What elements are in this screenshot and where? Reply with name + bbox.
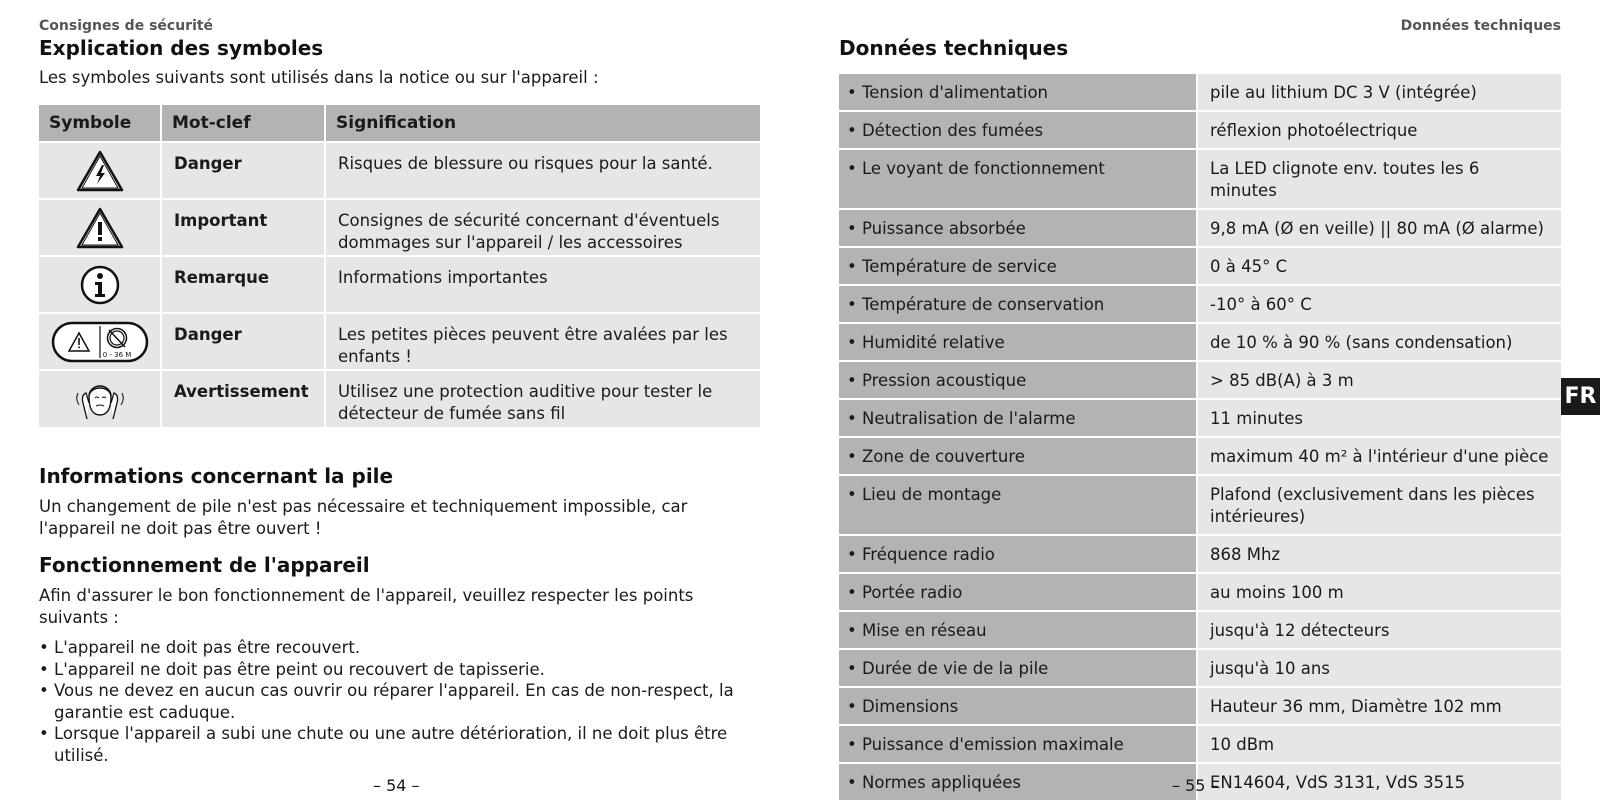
spec-value: réflexion photoélectrique bbox=[1197, 111, 1561, 149]
section-title-battery: Informations concernant la pile bbox=[39, 464, 394, 488]
hearing-protection-icon bbox=[67, 375, 133, 423]
spec-label: • Tension d'alimentation bbox=[839, 74, 1197, 111]
battery-text: Un changement de pile n'est pas nécessaire et techniquement impossible, car l'appareil ne doit pas être ouvert ! bbox=[39, 497, 688, 538]
spec-value: pile au lithium DC 3 V (intégrée) bbox=[1197, 74, 1561, 111]
spec-value: jusqu'à 12 détecteurs bbox=[1197, 611, 1561, 649]
electric-hazard-icon bbox=[76, 149, 124, 193]
section-title-specs: Données techniques bbox=[839, 36, 1069, 60]
table-row bbox=[839, 649, 1561, 687]
age-range-label: 0 - 36 M bbox=[102, 350, 131, 359]
right-page bbox=[839, 0, 1561, 801]
spec-value: maximum 40 m² à l'intérieur d'une pièce bbox=[1197, 437, 1561, 475]
spec-label: • Humidité relative bbox=[839, 323, 1197, 361]
spec-label: • Pression acoustique bbox=[839, 361, 1197, 399]
spec-value: au moins 100 m bbox=[1197, 573, 1561, 611]
page-number: – 54 – bbox=[373, 776, 420, 795]
column-header: Mot-clef bbox=[161, 105, 325, 142]
table-header-row bbox=[39, 105, 761, 142]
warning-icon bbox=[76, 206, 124, 250]
page-number: – 55 – bbox=[1172, 776, 1219, 795]
spec-value: 11 minutes bbox=[1197, 399, 1561, 437]
section-title-operation: Fonctionnement de l'appareil bbox=[39, 553, 370, 577]
small-parts-icon bbox=[51, 320, 149, 364]
table-row bbox=[839, 573, 1561, 611]
table-row bbox=[39, 199, 761, 256]
table-row bbox=[839, 535, 1561, 573]
spec-value: Hauteur 36 mm, Diamètre 102 mm bbox=[1197, 687, 1561, 725]
table-row bbox=[839, 475, 1561, 535]
table-row bbox=[839, 209, 1561, 247]
info-icon bbox=[78, 263, 122, 307]
table-row bbox=[839, 247, 1561, 285]
left-page bbox=[39, 0, 761, 801]
spec-label: • Durée de vie de la pile bbox=[839, 649, 1197, 687]
spec-label: • Fréquence radio bbox=[839, 535, 1197, 573]
table-row bbox=[39, 142, 761, 199]
keyword-cell: Danger bbox=[161, 313, 325, 370]
symbol-cell bbox=[39, 142, 161, 199]
spec-value: 868 Mhz bbox=[1197, 535, 1561, 573]
symbol-cell bbox=[39, 256, 161, 313]
section-title-symbols: Explication des symboles bbox=[39, 36, 324, 60]
keyword-cell: Avertissement bbox=[161, 370, 325, 427]
running-header: Données techniques bbox=[1400, 18, 1561, 34]
operation-intro: Afin d'assurer le bon fonctionnement de l'appareil, veuillez respecter les points suivants : bbox=[39, 586, 694, 627]
spec-value: 9,8 mA (Ø en veille) || 80 mA (Ø alarme) bbox=[1197, 209, 1561, 247]
table-row bbox=[39, 370, 761, 427]
spec-value: Plafond (exclusivement dans les pièces intérieures) bbox=[1197, 475, 1561, 535]
meaning-cell: Utilisez une protection auditive pour tester le détecteur de fumée sans fil bbox=[325, 370, 761, 427]
spec-label: • Température de conservation bbox=[839, 285, 1197, 323]
meaning-cell: Informations importantes bbox=[325, 256, 761, 313]
column-header: Symbole bbox=[39, 105, 161, 142]
spec-value: > 85 dB(A) à 3 m bbox=[1197, 361, 1561, 399]
symbol-cell bbox=[39, 199, 161, 256]
list-item: • Vous ne devez en aucun cas ouvrir ou réparer l'appareil. En cas de non-respect, la garantie est caduque. bbox=[39, 680, 761, 723]
spec-value: de 10 % à 90 % (sans condensation) bbox=[1197, 323, 1561, 361]
column-header: Signification bbox=[325, 105, 761, 142]
symbol-cell bbox=[39, 370, 161, 427]
specs-table bbox=[839, 74, 1561, 802]
table-row bbox=[39, 256, 761, 313]
spec-label: • Puissance absorbée bbox=[839, 209, 1197, 247]
keyword-cell: Important bbox=[161, 199, 325, 256]
list-item: • Lorsque l'appareil a subi une chute ou une autre détérioration, il ne doit plus être utilisé. bbox=[39, 723, 761, 766]
list-item: • L'appareil ne doit pas être peint ou recouvert de tapisserie. bbox=[39, 659, 761, 681]
table-row bbox=[839, 74, 1561, 111]
list-item: • L'appareil ne doit pas être recouvert. bbox=[39, 637, 761, 659]
spec-value: 0 à 45° C bbox=[1197, 247, 1561, 285]
running-header: Consignes de sécurité bbox=[39, 18, 214, 34]
spec-label: • Zone de couverture bbox=[839, 437, 1197, 475]
meaning-cell: Les petites pièces peuvent être avalées par les enfants ! bbox=[325, 313, 761, 370]
spec-label: • Neutralisation de l'alarme bbox=[839, 399, 1197, 437]
table-row bbox=[839, 323, 1561, 361]
spec-value: jusqu'à 10 ans bbox=[1197, 649, 1561, 687]
spec-label: • Lieu de montage bbox=[839, 475, 1197, 535]
spec-label: • Mise en réseau bbox=[839, 611, 1197, 649]
meaning-cell: Consignes de sécurité concernant d'éventuels dommages sur l'appareil / les accessoires bbox=[325, 199, 761, 256]
symbol-cell bbox=[39, 313, 161, 370]
table-row bbox=[839, 437, 1561, 475]
language-tab: FR bbox=[1561, 378, 1600, 415]
spec-label: • Température de service bbox=[839, 247, 1197, 285]
symbols-intro: Les symboles suivants sont utilisés dans la notice ou sur l'appareil : bbox=[39, 68, 599, 87]
table-row bbox=[839, 149, 1561, 209]
meaning-cell: Risques de blessure ou risques pour la santé. bbox=[325, 142, 761, 199]
keyword-cell: Remarque bbox=[161, 256, 325, 313]
table-row bbox=[839, 611, 1561, 649]
spec-label: • Puissance d'emission maximale bbox=[839, 725, 1197, 763]
symbol-table bbox=[39, 105, 762, 427]
table-row bbox=[839, 285, 1561, 323]
spec-value: 10 dBm bbox=[1197, 725, 1561, 763]
spec-label: • Le voyant de fonctionnement bbox=[839, 149, 1197, 209]
table-row bbox=[839, 361, 1561, 399]
spec-label: • Dimensions bbox=[839, 687, 1197, 725]
spec-value: La LED clignote env. toutes les 6 minutes bbox=[1197, 149, 1561, 209]
spec-label: • Normes appliquées bbox=[839, 763, 1197, 801]
operation-list bbox=[39, 637, 761, 766]
table-row bbox=[839, 725, 1561, 763]
table-row bbox=[39, 313, 761, 370]
keyword-cell: Danger bbox=[161, 142, 325, 199]
table-row bbox=[839, 111, 1561, 149]
spec-label: • Détection des fumées bbox=[839, 111, 1197, 149]
table-row bbox=[839, 399, 1561, 437]
table-row bbox=[839, 687, 1561, 725]
spec-value: -10° à 60° C bbox=[1197, 285, 1561, 323]
spec-label: • Portée radio bbox=[839, 573, 1197, 611]
spec-value: EN14604, VdS 3131, VdS 3515 bbox=[1197, 763, 1561, 801]
